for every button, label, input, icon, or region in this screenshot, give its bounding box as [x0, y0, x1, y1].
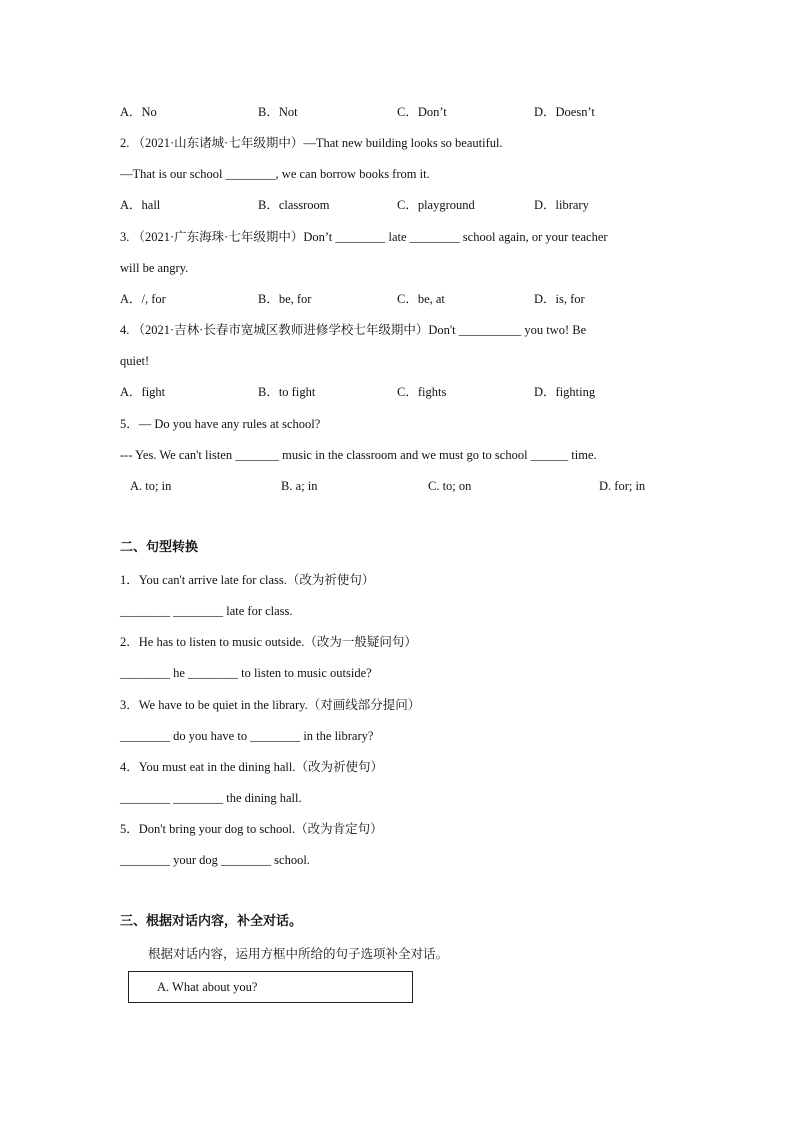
- option-a: A．No: [120, 105, 157, 119]
- section-3-heading: 三、根据对话内容，补全对话。: [120, 914, 303, 929]
- option-a: A．/, for: [120, 292, 166, 306]
- option-d: D．fighting: [534, 385, 596, 399]
- option-a: A. to; in: [130, 479, 172, 493]
- transform-a1: ________ ________ late for class.: [120, 604, 293, 618]
- option-d: D. for; in: [599, 479, 646, 493]
- option-d: D．Doesn’t: [534, 105, 595, 119]
- options-row-2: [120, 197, 680, 213]
- question-4-line: quiet!: [120, 354, 150, 368]
- transform-q5: 5．Don't bring your dog to school.（改为肯定句）: [120, 822, 383, 836]
- option-a: A．hall: [120, 198, 161, 212]
- transform-a5: ________ your dog ________ school.: [120, 853, 310, 867]
- option-d: D．is, for: [534, 292, 585, 306]
- option-b: B．to fight: [258, 385, 316, 399]
- question-3-line: will be angry.: [120, 261, 189, 275]
- option-c: C．fights: [397, 385, 447, 399]
- question-5-stem: 5．— Do you have any rules at school?: [120, 417, 321, 431]
- transform-q3: 3．We have to be quiet in the library.（对画线部分提问）: [120, 698, 421, 712]
- options-row-1: [120, 104, 680, 120]
- option-b: B. a; in: [281, 479, 318, 493]
- option-b: B．Not: [258, 105, 298, 119]
- option-b: B．classroom: [258, 198, 330, 212]
- transform-q4: 4．You must eat in the dining hall.（改为祈使句）: [120, 760, 383, 774]
- options-row-4: [120, 384, 680, 400]
- section-3-instruction: 根据对话内容，运用方框中所给的句子选项补全对话。: [148, 947, 449, 961]
- question-4-stem: 4. （2021·吉林·长春市宽城区教师进修学校七年级期中）Don't __________ you two! Be: [120, 323, 587, 337]
- transform-a3: ________ do you have to ________ in the library?: [120, 729, 374, 743]
- options-box: [128, 971, 413, 1003]
- box-option-a: A. What about you?: [157, 980, 258, 994]
- question-5-line: --- Yes. We can't listen _______ music in the classroom and we must go to school ______ time.: [120, 448, 597, 462]
- option-c: C．be, at: [397, 292, 445, 306]
- transform-a4: ________ ________ the dining hall.: [120, 791, 302, 805]
- options-row-5: [120, 478, 680, 494]
- option-c: C．playground: [397, 198, 475, 212]
- options-row-3: [120, 291, 680, 307]
- option-d: D．library: [534, 198, 589, 212]
- option-b: B．be, for: [258, 292, 312, 306]
- option-c: C. to; on: [428, 479, 472, 493]
- transform-q2: 2．He has to listen to music outside.（改为一般疑问句）: [120, 635, 417, 649]
- question-2-line: —That is our school ________, we can borrow books from it.: [120, 167, 430, 181]
- transform-a2: ________ he ________ to listen to music outside?: [120, 666, 372, 680]
- question-2-stem: 2. （2021·山东诸城·七年级期中）—That new building looks so beautiful.: [120, 136, 503, 150]
- transform-q1: 1．You can't arrive late for class.（改为祈使句）: [120, 573, 375, 587]
- question-3-stem: 3. （2021·广东海珠·七年级期中）Don’t ________ late ________ school again, or your teacher: [120, 230, 608, 244]
- section-2-heading: 二、句型转换: [120, 540, 199, 555]
- option-a: A．fight: [120, 385, 166, 399]
- option-c: C．Don’t: [397, 105, 447, 119]
